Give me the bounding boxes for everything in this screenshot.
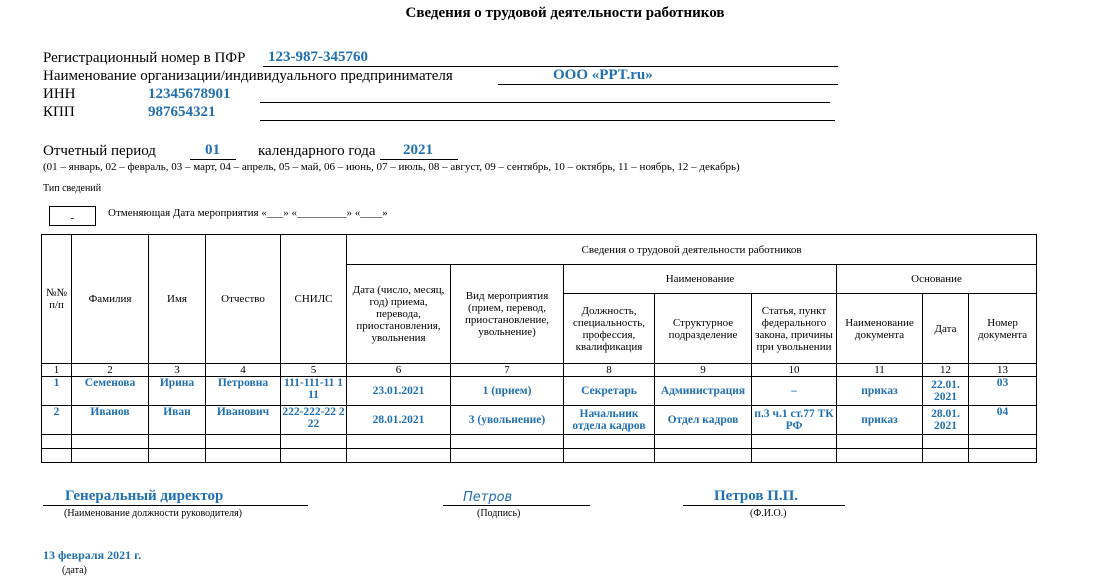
cell-snils: 111-111-11 1 11 (281, 377, 347, 406)
kpp-label: КПП (43, 104, 75, 120)
cell-doc-date: 28.01. 2021 (923, 406, 969, 435)
cell-department: Администрация (655, 377, 752, 406)
col-num: 10 (752, 364, 837, 377)
cancel-text: Отменяющая Дата мероприятия «___» «_________» «____» (108, 207, 388, 219)
header-date: Дата (число, месяц, год) приема, перевода, приостановления, увольнения (347, 265, 451, 364)
header-position: Должность, специальность, профессия, квалификация (564, 294, 655, 364)
reg-value: 123-987-345760 (268, 49, 368, 65)
col-num: 11 (837, 364, 923, 377)
col-num: 7 (451, 364, 564, 377)
period-year-underline (380, 159, 458, 160)
cell-date: 28.01.2021 (347, 406, 451, 435)
cell-surname: Иванов (72, 406, 149, 435)
kpp-underline (260, 120, 835, 121)
col-num: 3 (149, 364, 206, 377)
col-num: 8 (564, 364, 655, 377)
cell-name: Иван (149, 406, 206, 435)
cell-doc-number: 03 (969, 377, 1037, 406)
signature-caption: (Подпись) (477, 508, 521, 519)
header-department: Структурное подразделение (655, 294, 752, 364)
cell-patronymic: Иванович (206, 406, 281, 435)
info-type-box: - (49, 206, 96, 226)
col-num: 1 (42, 364, 72, 377)
cell-num: 2 (42, 406, 72, 435)
period-month: 01 (205, 142, 220, 158)
position-caption: (Наименование должности руководителя) (64, 508, 242, 519)
reg-label: Регистрационный номер в ПФР (43, 50, 246, 66)
header-num: №№ п/п (42, 235, 72, 364)
period-hint: (01 – январь, 02 – февраль, 03 – март, 04 – апрель, 05 – май, 06 – июнь, 07 – июль, 08 – август, 09 – сентябрь, 10 – октябрь, 11 – ноябрь, 12 – декабрь) (43, 161, 740, 173)
kpp-value: 987654321 (148, 104, 216, 120)
org-underline (498, 84, 838, 85)
header-surname: Фамилия (72, 235, 149, 364)
cell-num: 1 (42, 377, 72, 406)
col-num: 9 (655, 364, 752, 377)
inn-underline (260, 102, 830, 103)
cell-date: 23.01.2021 (347, 377, 451, 406)
fio-value: Петров П.П. (714, 488, 799, 504)
header-doc-name: Наименование документа (837, 294, 923, 364)
signature-value: Петров (463, 490, 513, 505)
col-num: 6 (347, 364, 451, 377)
col-num: 12 (923, 364, 969, 377)
col-num: 2 (72, 364, 149, 377)
position-underline (43, 505, 308, 506)
cell-doc-name: приказ (837, 406, 923, 435)
cell-event: 1 (прием) (451, 377, 564, 406)
column-number-row (42, 364, 1037, 377)
org-value: ООО «PPT.ru» (553, 67, 653, 83)
cell-name: Ирина (149, 377, 206, 406)
header-doc-date: Дата (923, 294, 969, 364)
table-row (42, 406, 1037, 435)
header-naming: Наименование (564, 265, 837, 294)
cell-article: – (752, 377, 837, 406)
inn-value: 12345678901 (148, 86, 231, 102)
cell-surname: Семенова (72, 377, 149, 406)
period-label: Отчетный период (43, 143, 156, 159)
cell-doc-date: 22.01. 2021 (923, 377, 969, 406)
period-month-underline (190, 159, 236, 160)
table-row (42, 377, 1037, 406)
page-title: Сведения о трудовой деятельности работников (405, 5, 725, 21)
col-num: 5 (281, 364, 347, 377)
position-value: Генеральный директор (65, 488, 224, 504)
cell-article: п.3 ч.1 ст.77 ТК РФ (752, 406, 837, 435)
header-basis: Основание (837, 265, 1037, 294)
header-snils: СНИЛС (281, 235, 347, 364)
employment-table (41, 234, 1037, 463)
info-type-label: Тип сведений (43, 183, 102, 194)
cell-department: Отдел кадров (655, 406, 752, 435)
inn-label: ИНН (43, 86, 76, 102)
header-patronymic: Отчество (206, 235, 281, 364)
header-name: Имя (149, 235, 206, 364)
cell-event: 3 (увольнение) (451, 406, 564, 435)
empty-row (42, 449, 1037, 463)
fio-caption: (Ф.И.О.) (750, 508, 787, 519)
org-label: Наименование организации/индивидуального предпринимателя (43, 68, 453, 84)
date-value: 13 февраля 2021 г. (43, 548, 142, 562)
empty-row (42, 435, 1037, 449)
reg-underline (263, 66, 838, 67)
date-caption: (дата) (62, 565, 87, 576)
col-num: 13 (969, 364, 1037, 377)
header-article: Статья, пункт федерального закона, причины при увольнении (752, 294, 837, 364)
col-num: 4 (206, 364, 281, 377)
fio-underline (683, 505, 845, 506)
signature-underline (443, 505, 590, 506)
cell-position: Начальник отдела кадров (564, 406, 655, 435)
cell-patronymic: Петровна (206, 377, 281, 406)
header-event: Вид мероприятия (прием, перевод, приостановление, увольнение) (451, 265, 564, 364)
cell-doc-name: приказ (837, 377, 923, 406)
period-year: 2021 (403, 142, 433, 158)
cell-position: Секретарь (564, 377, 655, 406)
period-year-label: календарного года (258, 143, 376, 159)
header-doc-number: Номер документа (969, 294, 1037, 364)
header-group: Сведения о трудовой деятельности работников (347, 235, 1037, 265)
cell-snils: 222-222-22 2 22 (281, 406, 347, 435)
cell-doc-number: 04 (969, 406, 1037, 435)
